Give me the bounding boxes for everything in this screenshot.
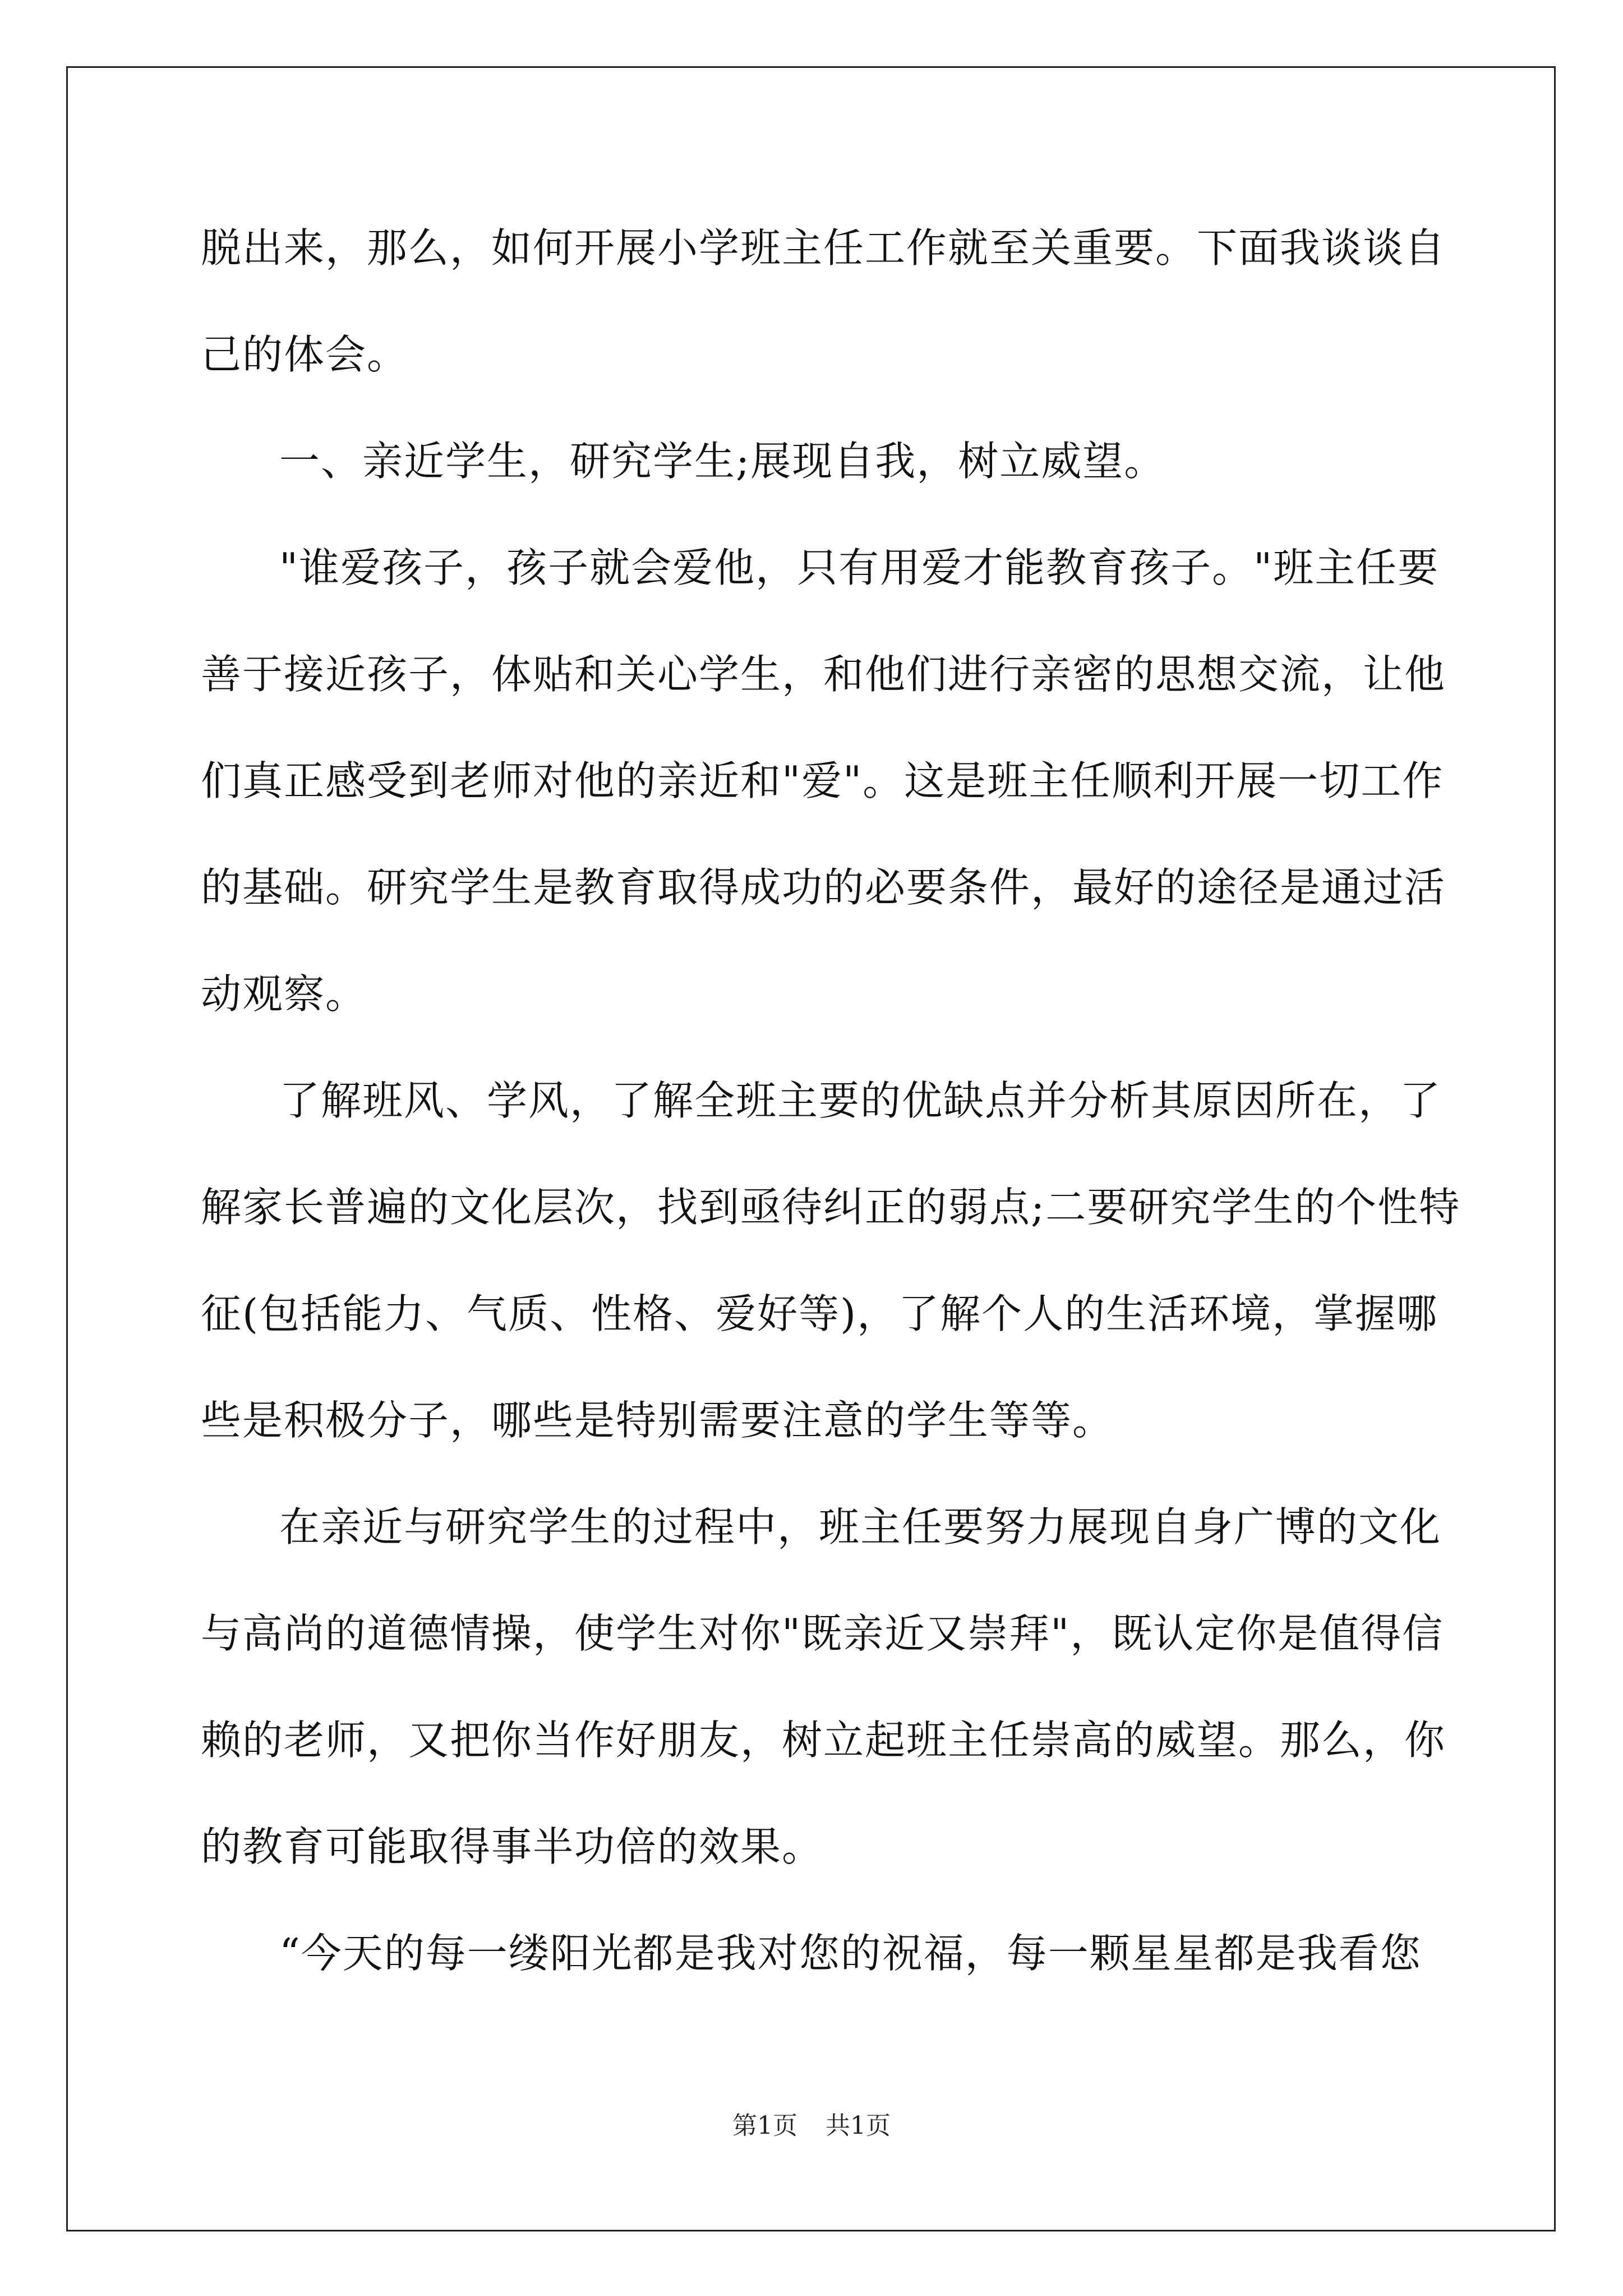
document-body xyxy=(201,209,1461,2021)
text-line: “今天的每一缕阳光都是我对您的祝福，每一颗星星都是我看您 xyxy=(279,1930,1422,1977)
text-line: 在亲近与研究学生的过程中，班主任要努力展现自身广博的文化 xyxy=(279,1503,1442,1550)
text-line: 的基础。研究学生是教育取得成功的必要条件，最好的途径是通过活 xyxy=(201,864,1446,911)
text-line: 了解班风、学风，了解全班主要的优缺点并分析其原因所在，了 xyxy=(279,1077,1442,1124)
text-line: 与高尚的道德情操，使学生对你"既亲近又崇拜"，既认定你是值得信 xyxy=(201,1610,1444,1657)
page-number: 第1页 xyxy=(732,2111,797,2140)
page-footer xyxy=(0,2109,1623,2143)
text-line: 的教育可能取得事半功倍的效果。 xyxy=(201,1823,824,1870)
text-line: 脱出来，那么，如何开展小学班主任工作就至关重要。下面我谈谈自 xyxy=(201,224,1446,272)
text-line: 些是积极分子，哪些是特别需要注意的学生等等。 xyxy=(201,1397,1114,1444)
text-line: 赖的老师，又把你当作好朋友，树立起班主任崇高的威望。那么，你 xyxy=(201,1717,1446,1764)
text-line: 们真正感受到老师对他的亲近和"爱"。这是班主任顺利开展一切工作 xyxy=(201,757,1444,804)
page-total: 共1页 xyxy=(826,2111,891,2140)
text-line: 征(包括能力、气质、性格、爱好等)，了解个人的生活环境，掌握哪 xyxy=(201,1290,1438,1337)
text-line: "谁爱孩子，孩子就会爱他，只有用爱才能教育孩子。"班主任要 xyxy=(279,544,1440,591)
text-line: 善于接近孩子，体贴和关心学生，和他们进行亲密的思想交流，让他 xyxy=(201,651,1446,698)
text-line: 解家长普遍的文化层次，找到亟待纠正的弱点;二要研究学生的个性特 xyxy=(201,1184,1461,1231)
text-line: 动观察。 xyxy=(201,970,367,1018)
section-heading: 一、亲近学生，研究学生;展现自我，树立威望。 xyxy=(279,438,1166,485)
text-line: 己的体会。 xyxy=(201,331,409,378)
